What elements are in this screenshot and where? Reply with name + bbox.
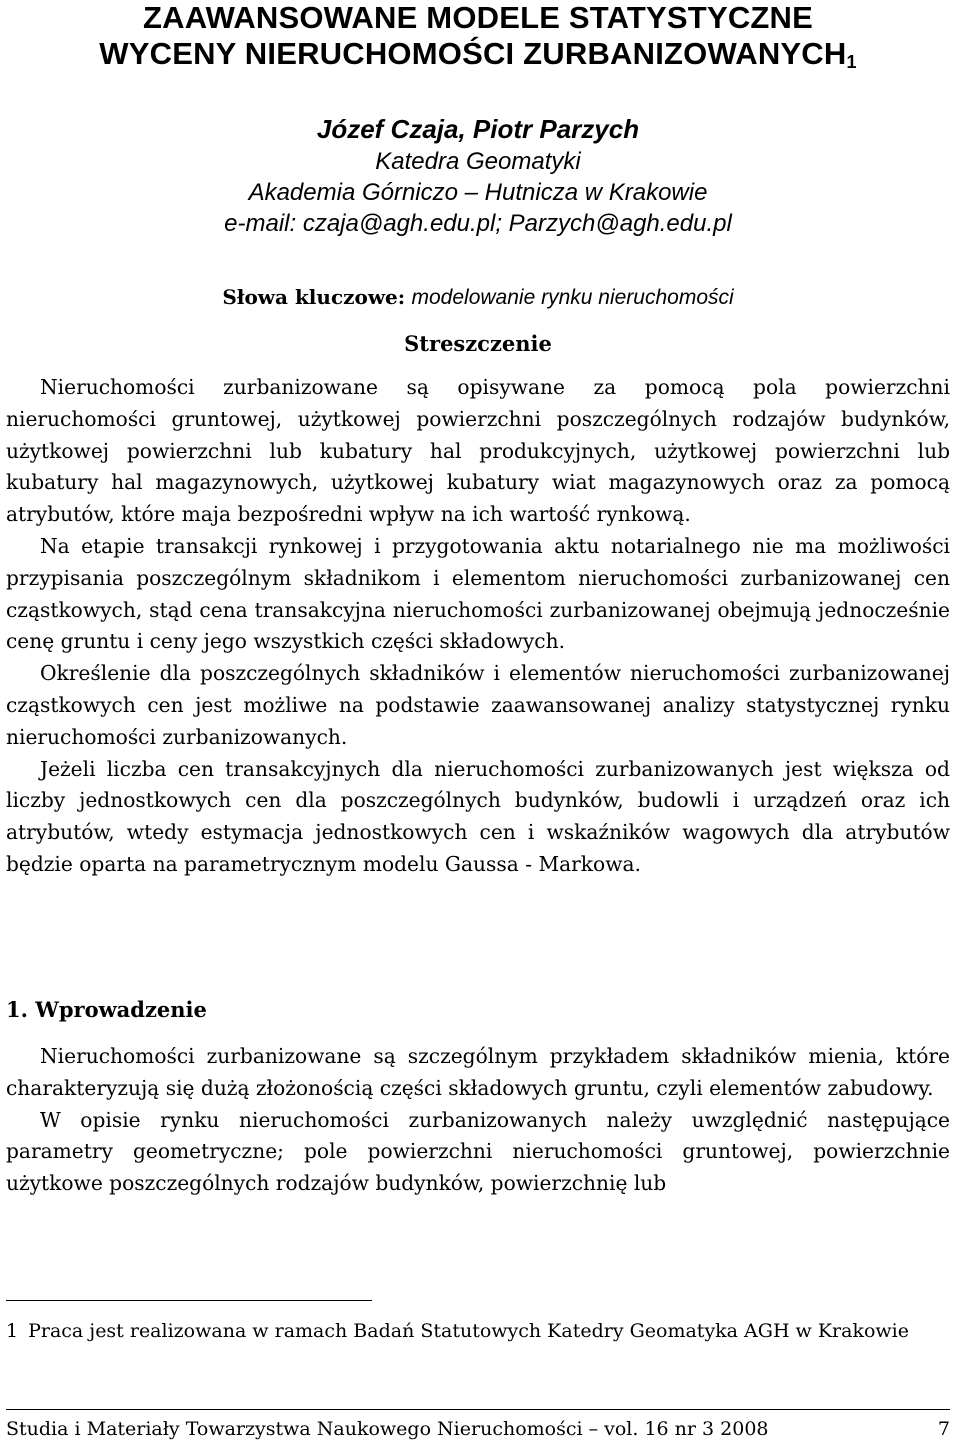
- footnote-mark: 1: [6, 1320, 19, 1342]
- keywords-value: modelowanie rynku nieruchomości: [411, 286, 734, 309]
- footer-separator: [6, 1409, 950, 1410]
- authors: Józef Czaja, Piotr Parzych: [316, 114, 640, 144]
- affiliation-email: e-mail: czaja@agh.edu.pl; Parzych@agh.edu.pl: [224, 210, 732, 237]
- footer-page-number: 7: [937, 1418, 950, 1440]
- affiliation-university: Akademia Górniczo – Hutnicza w Krakowie: [248, 179, 708, 206]
- title-line-1: ZAAWANSOWANE MODELE STATYSTYCZNE: [142, 0, 814, 35]
- title-line-2: WYCENY NIERUCHOMOŚCI ZURBANIZOWANYCH: [99, 36, 847, 71]
- keywords-label: Słowa kluczowe:: [222, 285, 406, 309]
- footer-journal: Studia i Materiały Towarzystwa Naukowego Nieruchomości – vol. 16 nr 3 2008: [6, 1418, 769, 1440]
- footnote-text: Praca jest realizowana w ramach Badań Statutowych Katedry Geomatyka AGH w Krakowie: [28, 1320, 910, 1342]
- footnote: [6, 1317, 950, 1346]
- abstract-heading: Streszczenie: [404, 331, 552, 356]
- footnote-separator: [6, 1300, 372, 1301]
- title-footnote-mark: 1: [846, 52, 857, 72]
- abstract-paragraph: Jeżeli liczba cen transakcyjnych dla nieruchomości zurbanizowanych jest większa od liczby jednostkowych cen dla poszczególnych budynków, budowli i urządzeń oraz ich atrybutów, wtedy estymacja jednostkowych cen i wskaźników wagowych dla atrybutów będzie oparta na parametrycznym modelu Gaussa - Markowa.: [6, 756, 950, 876]
- section-heading-introduction: 1. Wprowadzenie: [6, 997, 207, 1022]
- affiliation-department: Katedra Geomatyki: [375, 148, 581, 175]
- introduction-paragraph: W opisie rynku nieruchomości zurbanizowanych należy uwzględnić następujące parametry geometryczne; pole powierzchni nieruchomości gruntowej, powierzchnie użytkowe poszczególnych rodzajów budynków, powierzchnię lub: [6, 1107, 950, 1196]
- abstract-paragraph: Określenie dla poszczególnych składników i elementów nieruchomości zurbanizowanej cząstkowych cen jest możliwe na podstawie zaawansowanej analizy statystycznej rynku nieruchomości zurbanizowanych.: [6, 661, 950, 749]
- abstract-paragraph: Nieruchomości zurbanizowane są opisywane za pomocą pola powierzchni nieruchomości gruntowej, użytkowej powierzchni poszczególnych rodzajów budynków, użytkowej powierzchni lub kubatury hal produkcyjnych, użytkowej powierzchni lub kubatury hal magazynowych, użytkowej kubatury wiat magazynowych oraz za pomocą atrybutów, które maja bezpośredni wpływ na ich wartość rynkową.: [6, 375, 950, 527]
- keywords-line: [6, 282, 950, 313]
- abstract-paragraph: Na etapie transakcji rynkowej i przygotowania aktu notarialnego nie ma możliwości przypisania poszczególnym składnikom i elementom nieruchomości zurbanizowanej cen cząstkowych, stąd cena transakcyjna nieruchomości zurbanizowanej obejmują jednocześnie cenę gruntu i ceny jego wszystkich części składowych.: [6, 533, 950, 654]
- document-page: [6, 0, 950, 1452]
- introduction-body: [6, 1041, 950, 1200]
- introduction-paragraph: Nieruchomości zurbanizowane są szczególnym przykładem składników mienia, które charakteryzują się dużą złożonością części składowych gruntu, czyli elementów zabudowy.: [6, 1044, 950, 1100]
- page-footer: [6, 1414, 950, 1444]
- paper-title: [6, 0, 950, 72]
- abstract-body: [6, 372, 950, 881]
